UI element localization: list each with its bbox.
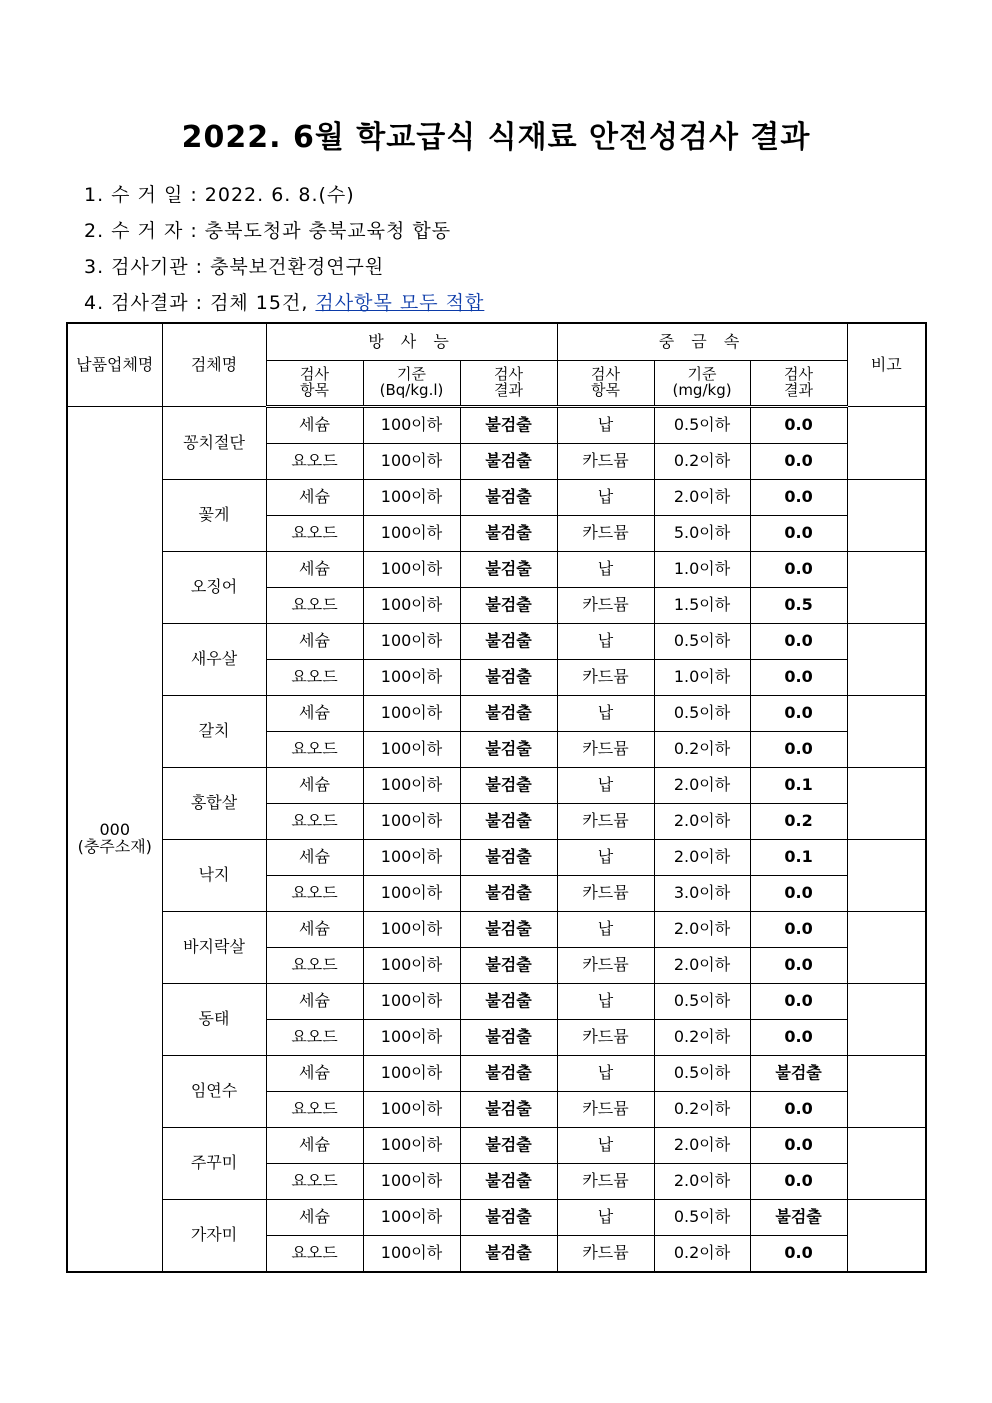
note-cell bbox=[847, 480, 926, 552]
data-cell: 0.0 bbox=[750, 1020, 847, 1056]
data-cell: 0.2이하 bbox=[654, 1092, 750, 1128]
sample-name-cell: 갈치 bbox=[162, 696, 266, 768]
table-row bbox=[67, 696, 926, 732]
data-cell: 100이하 bbox=[363, 1200, 460, 1236]
data-cell: 세슘 bbox=[266, 624, 363, 660]
data-cell: 납 bbox=[557, 1128, 654, 1164]
data-cell: 납 bbox=[557, 624, 654, 660]
table-row bbox=[67, 912, 926, 948]
info-text: 4. 검사결과 : 검체 15건, bbox=[84, 292, 316, 314]
result-link[interactable]: 검사항목 모두 적합 bbox=[315, 292, 485, 314]
data-cell: 세슘 bbox=[266, 1056, 363, 1092]
data-cell: 0.0 bbox=[750, 1236, 847, 1273]
data-cell: 불검출 bbox=[460, 624, 557, 660]
data-cell: 2.0이하 bbox=[654, 768, 750, 804]
info-line-2 bbox=[84, 216, 451, 243]
data-cell: 0.0 bbox=[750, 984, 847, 1020]
data-cell: 불검출 bbox=[460, 1092, 557, 1128]
data-cell: 2.0이하 bbox=[654, 948, 750, 984]
sample-name-cell: 동태 bbox=[162, 984, 266, 1056]
table-row bbox=[67, 768, 926, 804]
data-cell: 카드뮴 bbox=[557, 804, 654, 840]
header-heavy-metal: 중 금 속 bbox=[557, 323, 847, 361]
data-cell: 불검출 bbox=[460, 1128, 557, 1164]
data-cell: 0.1 bbox=[750, 768, 847, 804]
note-cell bbox=[847, 1200, 926, 1273]
data-cell: 0.0 bbox=[750, 1092, 847, 1128]
data-cell: 0.2이하 bbox=[654, 1020, 750, 1056]
data-cell: 세슘 bbox=[266, 912, 363, 948]
note-cell bbox=[847, 624, 926, 696]
data-cell: 요오드 bbox=[266, 1236, 363, 1273]
data-cell: 불검출 bbox=[460, 407, 557, 444]
data-cell: 세슘 bbox=[266, 552, 363, 588]
sample-name-cell: 꽃게 bbox=[162, 480, 266, 552]
data-cell: 불검출 bbox=[460, 660, 557, 696]
data-cell: 요오드 bbox=[266, 732, 363, 768]
data-cell: 요오드 bbox=[266, 1092, 363, 1128]
data-cell: 카드뮴 bbox=[557, 1236, 654, 1273]
data-cell: 납 bbox=[557, 1056, 654, 1092]
data-cell: 불검출 bbox=[460, 840, 557, 876]
data-cell: 100이하 bbox=[363, 1236, 460, 1273]
subheader-cell: 기준 (mg/kg) bbox=[654, 361, 750, 407]
data-cell: 요오드 bbox=[266, 1020, 363, 1056]
subheader-cell: 검사 항목 bbox=[557, 361, 654, 407]
note-cell bbox=[847, 696, 926, 768]
note-cell bbox=[847, 984, 926, 1056]
subheader-cell: 검사 결과 bbox=[750, 361, 847, 407]
data-cell: 0.0 bbox=[750, 516, 847, 552]
data-cell: 납 bbox=[557, 1200, 654, 1236]
data-cell: 요오드 bbox=[266, 660, 363, 696]
data-cell: 1.0이하 bbox=[654, 660, 750, 696]
data-cell: 100이하 bbox=[363, 444, 460, 480]
data-cell: 불검출 bbox=[460, 1020, 557, 1056]
note-cell bbox=[847, 407, 926, 480]
note-cell bbox=[847, 912, 926, 984]
info-text: 1. 수 거 일 : 2022. 6. 8.(수) bbox=[84, 184, 355, 206]
data-cell: 카드뮴 bbox=[557, 1164, 654, 1200]
data-cell: 요오드 bbox=[266, 444, 363, 480]
info-line-3 bbox=[84, 252, 384, 279]
note-cell bbox=[847, 1128, 926, 1200]
data-cell: 세슘 bbox=[266, 984, 363, 1020]
data-cell: 100이하 bbox=[363, 732, 460, 768]
data-cell: 1.0이하 bbox=[654, 552, 750, 588]
data-cell: 2.0이하 bbox=[654, 1164, 750, 1200]
data-cell: 납 bbox=[557, 984, 654, 1020]
data-cell: 100이하 bbox=[363, 624, 460, 660]
info-line-1 bbox=[84, 180, 355, 207]
table-row bbox=[67, 840, 926, 876]
data-cell: 0.0 bbox=[750, 876, 847, 912]
table-row bbox=[67, 480, 926, 516]
data-cell: 0.1 bbox=[750, 840, 847, 876]
data-cell: 불검출 bbox=[460, 984, 557, 1020]
data-cell: 불검출 bbox=[460, 588, 557, 624]
data-cell: 2.0이하 bbox=[654, 840, 750, 876]
data-cell: 0.5 bbox=[750, 588, 847, 624]
data-cell: 불검출 bbox=[460, 912, 557, 948]
data-cell: 1.5이하 bbox=[654, 588, 750, 624]
data-cell: 3.0이하 bbox=[654, 876, 750, 912]
data-cell: 카드뮴 bbox=[557, 444, 654, 480]
data-cell: 불검출 bbox=[460, 1236, 557, 1273]
data-cell: 카드뮴 bbox=[557, 1092, 654, 1128]
header-note: 비고 bbox=[847, 323, 926, 407]
data-cell: 100이하 bbox=[363, 984, 460, 1020]
data-cell: 카드뮴 bbox=[557, 1020, 654, 1056]
data-cell: 카드뮴 bbox=[557, 948, 654, 984]
data-cell: 0.0 bbox=[750, 948, 847, 984]
results-table bbox=[66, 322, 927, 1273]
data-cell: 요오드 bbox=[266, 588, 363, 624]
data-cell: 불검출 bbox=[460, 804, 557, 840]
table-row bbox=[67, 1200, 926, 1236]
data-cell: 불검출 bbox=[460, 480, 557, 516]
data-cell: 세슘 bbox=[266, 407, 363, 444]
table-row bbox=[67, 624, 926, 660]
table-row bbox=[67, 407, 926, 444]
data-cell: 불검출 bbox=[460, 1200, 557, 1236]
data-cell: 100이하 bbox=[363, 1092, 460, 1128]
sample-name-cell: 가자미 bbox=[162, 1200, 266, 1273]
table-row bbox=[67, 552, 926, 588]
data-cell: 세슘 bbox=[266, 1128, 363, 1164]
data-cell: 0.0 bbox=[750, 1164, 847, 1200]
info-text: 2. 수 거 자 : 충북도청과 충북교육청 합동 bbox=[84, 220, 452, 242]
data-cell: 납 bbox=[557, 768, 654, 804]
data-cell: 세슘 bbox=[266, 480, 363, 516]
data-cell: 불검출 bbox=[460, 444, 557, 480]
data-cell: 불검출 bbox=[460, 516, 557, 552]
data-cell: 불검출 bbox=[460, 876, 557, 912]
data-cell: 카드뮴 bbox=[557, 876, 654, 912]
sample-name-cell: 꽁치절단 bbox=[162, 407, 266, 480]
data-cell: 100이하 bbox=[363, 588, 460, 624]
data-cell: 요오드 bbox=[266, 948, 363, 984]
note-cell bbox=[847, 768, 926, 840]
data-cell: 0.5이하 bbox=[654, 1200, 750, 1236]
data-cell: 불검출 bbox=[460, 552, 557, 588]
data-cell: 5.0이하 bbox=[654, 516, 750, 552]
data-cell: 100이하 bbox=[363, 660, 460, 696]
sample-name-cell: 주꾸미 bbox=[162, 1128, 266, 1200]
data-cell: 0.2이하 bbox=[654, 1236, 750, 1273]
data-cell: 납 bbox=[557, 912, 654, 948]
data-cell: 2.0이하 bbox=[654, 480, 750, 516]
supplier-cell: 000 (충주소재) bbox=[67, 407, 162, 1273]
data-cell: 세슘 bbox=[266, 768, 363, 804]
data-cell: 요오드 bbox=[266, 876, 363, 912]
data-cell: 카드뮴 bbox=[557, 732, 654, 768]
subheader-cell: 기준 (Bq/kg.l) bbox=[363, 361, 460, 407]
table-row bbox=[67, 1128, 926, 1164]
data-cell: 0.2이하 bbox=[654, 732, 750, 768]
data-cell: 불검출 bbox=[460, 696, 557, 732]
data-cell: 불검출 bbox=[750, 1200, 847, 1236]
data-cell: 100이하 bbox=[363, 804, 460, 840]
data-cell: 카드뮴 bbox=[557, 588, 654, 624]
data-cell: 불검출 bbox=[460, 732, 557, 768]
data-cell: 납 bbox=[557, 480, 654, 516]
table-row bbox=[67, 1056, 926, 1092]
data-cell: 100이하 bbox=[363, 552, 460, 588]
data-cell: 0.0 bbox=[750, 912, 847, 948]
sample-name-cell: 낙지 bbox=[162, 840, 266, 912]
data-cell: 0.5이하 bbox=[654, 696, 750, 732]
data-cell: 세슘 bbox=[266, 1200, 363, 1236]
data-cell: 납 bbox=[557, 840, 654, 876]
data-cell: 세슘 bbox=[266, 840, 363, 876]
data-cell: 0.5이하 bbox=[654, 984, 750, 1020]
sample-name-cell: 오징어 bbox=[162, 552, 266, 624]
data-cell: 0.5이하 bbox=[654, 407, 750, 444]
data-cell: 0.5이하 bbox=[654, 624, 750, 660]
header-radioactivity: 방 사 능 bbox=[266, 323, 557, 361]
data-cell: 100이하 bbox=[363, 516, 460, 552]
info-line-4 bbox=[84, 288, 484, 315]
data-cell: 100이하 bbox=[363, 840, 460, 876]
data-cell: 2.0이하 bbox=[654, 1128, 750, 1164]
data-cell: 세슘 bbox=[266, 696, 363, 732]
subheader-cell: 검사 항목 bbox=[266, 361, 363, 407]
data-cell: 100이하 bbox=[363, 876, 460, 912]
data-cell: 100이하 bbox=[363, 1164, 460, 1200]
data-cell: 요오드 bbox=[266, 804, 363, 840]
data-cell: 0.0 bbox=[750, 407, 847, 444]
data-cell: 0.0 bbox=[750, 660, 847, 696]
data-cell: 0.2이하 bbox=[654, 444, 750, 480]
subheader-cell: 검사 결과 bbox=[460, 361, 557, 407]
data-cell: 카드뮴 bbox=[557, 516, 654, 552]
data-cell: 0.5이하 bbox=[654, 1056, 750, 1092]
data-cell: 100이하 bbox=[363, 696, 460, 732]
data-cell: 불검출 bbox=[750, 1056, 847, 1092]
data-cell: 0.0 bbox=[750, 624, 847, 660]
table-row bbox=[67, 984, 926, 1020]
data-cell: 불검출 bbox=[460, 1164, 557, 1200]
data-cell: 0.0 bbox=[750, 552, 847, 588]
note-cell bbox=[847, 840, 926, 912]
data-cell: 2.0이하 bbox=[654, 912, 750, 948]
data-cell: 100이하 bbox=[363, 1056, 460, 1092]
sample-name-cell: 바지락살 bbox=[162, 912, 266, 984]
data-cell: 2.0이하 bbox=[654, 804, 750, 840]
data-cell: 0.0 bbox=[750, 1128, 847, 1164]
sample-name-cell: 새우살 bbox=[162, 624, 266, 696]
data-cell: 납 bbox=[557, 696, 654, 732]
data-cell: 불검출 bbox=[460, 1056, 557, 1092]
data-cell: 100이하 bbox=[363, 768, 460, 804]
data-cell: 납 bbox=[557, 407, 654, 444]
page-title: 2022. 6월 학교급식 식재료 안전성검사 결과 bbox=[181, 120, 811, 155]
data-cell: 100이하 bbox=[363, 407, 460, 444]
data-cell: 100이하 bbox=[363, 480, 460, 516]
data-cell: 100이하 bbox=[363, 948, 460, 984]
data-cell: 0.2 bbox=[750, 804, 847, 840]
data-cell: 100이하 bbox=[363, 1020, 460, 1056]
note-cell bbox=[847, 1056, 926, 1128]
data-cell: 0.0 bbox=[750, 732, 847, 768]
sample-name-cell: 홍합살 bbox=[162, 768, 266, 840]
data-cell: 요오드 bbox=[266, 516, 363, 552]
info-text: 3. 검사기관 : 충북보건환경연구원 bbox=[84, 256, 385, 278]
data-cell: 불검출 bbox=[460, 948, 557, 984]
data-cell: 불검출 bbox=[460, 768, 557, 804]
header-supplier: 납품업체명 bbox=[67, 323, 162, 407]
data-cell: 0.0 bbox=[750, 696, 847, 732]
data-cell: 요오드 bbox=[266, 1164, 363, 1200]
header-sample: 검체명 bbox=[162, 323, 266, 407]
data-cell: 납 bbox=[557, 552, 654, 588]
sample-name-cell: 임연수 bbox=[162, 1056, 266, 1128]
data-cell: 100이하 bbox=[363, 912, 460, 948]
data-cell: 카드뮴 bbox=[557, 660, 654, 696]
data-cell: 0.0 bbox=[750, 444, 847, 480]
note-cell bbox=[847, 552, 926, 624]
data-cell: 0.0 bbox=[750, 480, 847, 516]
data-cell: 100이하 bbox=[363, 1128, 460, 1164]
